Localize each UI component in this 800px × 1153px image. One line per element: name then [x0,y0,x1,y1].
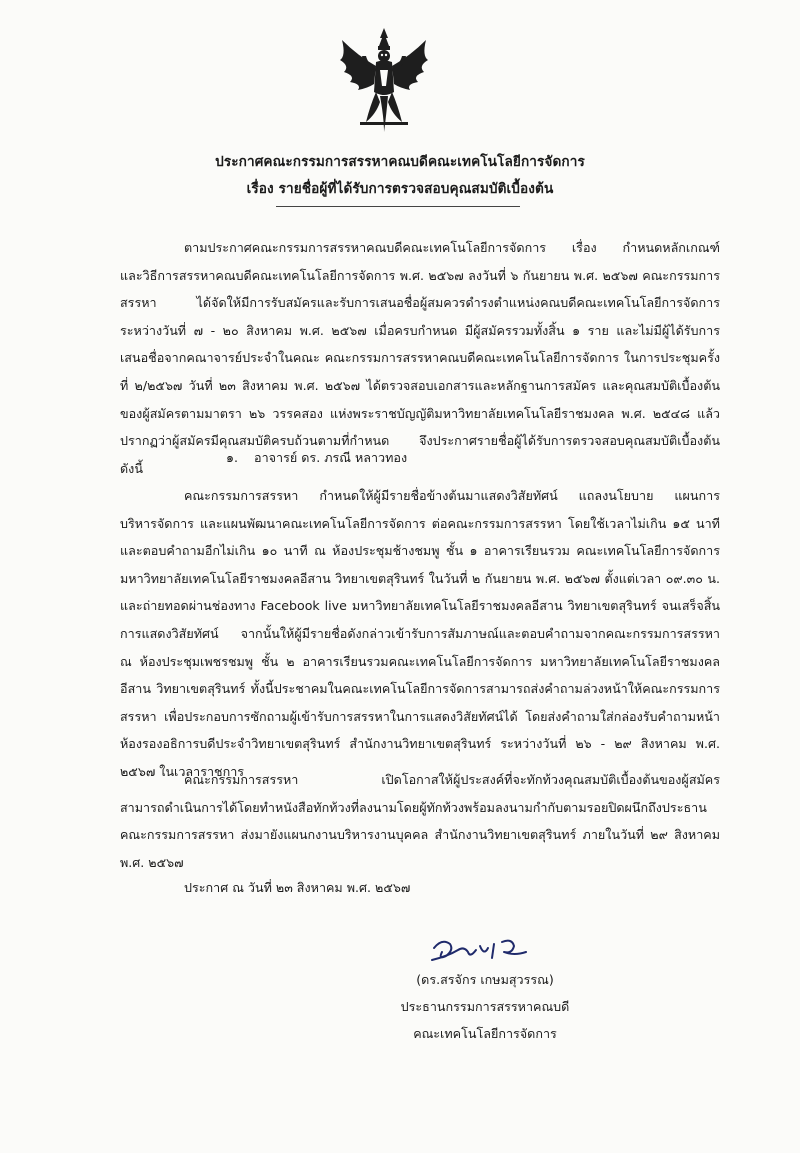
paragraph-line: สรรหา ได้จัดให้มีการรับสมัครและรับการเสนอชื่อผู้สมควรดำรงตำแหน่งคณบดีคณะเทคโนโลยีการจัดการ [120,295,720,311]
paragraph-2 [120,482,720,786]
signatory-faculty: คณะเทคโนโลยีการจัดการ [413,1026,557,1041]
paragraph-line: สรรหา เพื่อประกอบการซักถามผู้เข้ารับการสรรหาในการแสดงวิสัยทัศน์ได้ โดยส่งคำถามใส่กล่องรับคำถามหน้า [120,708,720,724]
paragraph-line: การแสดงวิสัยทัศน์ จากนั้นให้ผู้มีรายชื่อดังกล่าวเข้ารับการสัมภาษณ์และตอบคำถามจากคณะกรรมการสรรหา [120,625,720,641]
paragraph-line: มหาวิทยาลัยเทคโนโลยีราชมงคลอีสาน วิทยาเขตสุรินทร์ ในวันที่ ๒ กันยายน พ.ศ. ๒๕๖๗ ตั้งแต่เวลา ๐๙.๓๐ น. [120,570,720,586]
paragraph-line: ที่ ๒/๒๕๖๗ วันที่ ๒๓ สิงหาคม พ.ศ. ๒๕๖๗ ได้ตรวจสอบเอกสารและหลักฐานการสมัคร และคุณสมบัติเบื้องต้น [120,377,720,393]
announcement-date: ประกาศ ณ วันที่ ๒๓ สิงหาคม พ.ศ. ๒๕๖๗ [184,880,411,895]
paragraph-line: เสนอชื่อจากคณาจารย์ประจำในคณะ คณะกรรมการสรรหาคณบดีคณะเทคโนโลยีการจัดการ ในการประชุมครั้ง [120,350,720,366]
paragraph-1 [120,234,720,482]
signature-block [380,966,590,1047]
candidate-number: ๑. [226,450,238,465]
paragraph-line: ดังนี้ [120,460,143,476]
paragraph-line: คณะกรรมการสรรหา เปิดโอกาสให้ผู้ประสงค์ที่จะทักท้วงคุณสมบัติเบื้องต้นของผู้สมัคร [184,772,720,787]
candidate-name: อาจารย์ ดร. ภรณี หลาวทอง [254,450,408,465]
paragraph-line: ปรากฏว่าผู้สมัครมีคุณสมบัติครบถ้วนตามที่กำหนด จึงประกาศรายชื่อผู้ได้รับการตรวจสอบคุณสมบัติเบื้องต้น [120,433,720,449]
announcement-title: ประกาศคณะกรรมการสรรหาคณบดีคณะเทคโนโลยีการจัดการ [215,154,585,170]
title-divider [276,206,520,207]
paragraph-3 [120,766,720,876]
announcement-subject: เรื่อง รายชื่อผู้ที่ได้รับการตรวจสอบคุณสมบัติเบื้องต้น [246,181,554,197]
paragraph-line: ห้องรองอธิการบดีประจำวิทยาเขตสุรินทร์ สำนักงานวิทยาเขตสุรินทร์ ระหว่างวันที่ ๒๖ - ๒๙ สิงหาคม พ.ศ. [120,736,720,752]
paragraph-line: และวิธีการสรรหาคณบดีคณะเทคโนโลยีการจัดการ พ.ศ. ๒๕๖๗ ลงวันที่ ๖ กันยายน พ.ศ. ๒๕๖๗ คณะกรรมการ [120,267,720,283]
paragraph-line: ๒๕๖๗ ในเวลาราชการ [120,763,245,779]
paragraph-line: และตอบคำถามอีกไม่เกิน ๑๐ นาที ณ ห้องประชุมช้างชมพู ชั้น ๑ อาคารเรียนรวม คณะเทคโนโลยีการจัดการ [120,543,720,559]
paragraph-line: คณะกรรมการสรรหา กำหนดให้ผู้มีรายชื่อข้างต้นมาแสดงวิสัยทัศน์ แถลงนโยบาย แผนการ [184,488,720,503]
candidate-list-item [226,448,407,468]
paragraph-line: คณะกรรมการสรรหา ส่งมายังแผนกงานบริหารงานบุคคล สำนักงานวิทยาเขตสุรินทร์ ภายในวันที่ ๒๙ สิงหาคม [120,827,720,843]
signatory-position: ประธานกรรมการสรรหาคณบดี [400,999,570,1014]
paragraph-line: ตามประกาศคณะกรรมการสรรหาคณบดีคณะเทคโนโลยีการจัดการ เรื่อง กำหนดหลักเกณฑ์ [184,240,720,255]
paragraph-line: ณ ห้องประชุมเพชรชมพู ชั้น ๒ อาคารเรียนรวมคณะเทคโนโลยีการจัดการ มหาวิทยาลัยเทคโนโลยีราชมงคล [120,653,720,669]
paragraph-line: อีสาน วิทยาเขตสุรินทร์ ทั้งนี้ประชาคมในคณะเทคโนโลยีการจัดการสามารถส่งคำถามล่วงหน้าให้คณะกรรมการ [120,681,720,697]
handwritten-signature-icon [428,930,538,970]
paragraph-line: ของผู้สมัครตามมาตรา ๒๖ วรรคสอง แห่งพระราชบัญญัติมหาวิทยาลัยเทคโนโลยีราชมงคล พ.ศ. ๒๕๔๘ แล้ว [120,405,720,421]
paragraph-line: และถ่ายทอดผ่านช่องทาง Facebook live มหาวิทยาลัยเทคโนโลยีราชมงคลอีสาน วิทยาเขตสุรินทร์ จนเสร็จสิ้น [120,598,720,614]
signatory-name: (ดร.สรจักร เกษมสุวรรณ) [416,972,554,987]
paragraph-line: สามารถดำเนินการได้โดยทำหนังสือทักท้วงที่ลงนามโดยผู้ทักท้วงพร้อมลงนามกำกับตามรอยปิดผนึกถึงประธาน [120,799,707,815]
paragraph-line: บริหารจัดการ และแผนพัฒนาคณะเทคโนโลยีการจัดการ ต่อคณะกรรมการสรรหา โดยใช้เวลาไม่เกิน ๑๕ นาที [120,515,720,531]
paragraph-line: ระหว่างวันที่ ๗ - ๒๐ สิงหาคม พ.ศ. ๒๕๖๗ เมื่อครบกำหนด มีผู้สมัครรวมทั้งสิ้น ๑ ราย และไม่มีผู้ได้รับการ [120,322,720,338]
garuda-emblem-icon [336,26,432,136]
paragraph-line: พ.ศ. ๒๕๖๗ [120,854,184,870]
